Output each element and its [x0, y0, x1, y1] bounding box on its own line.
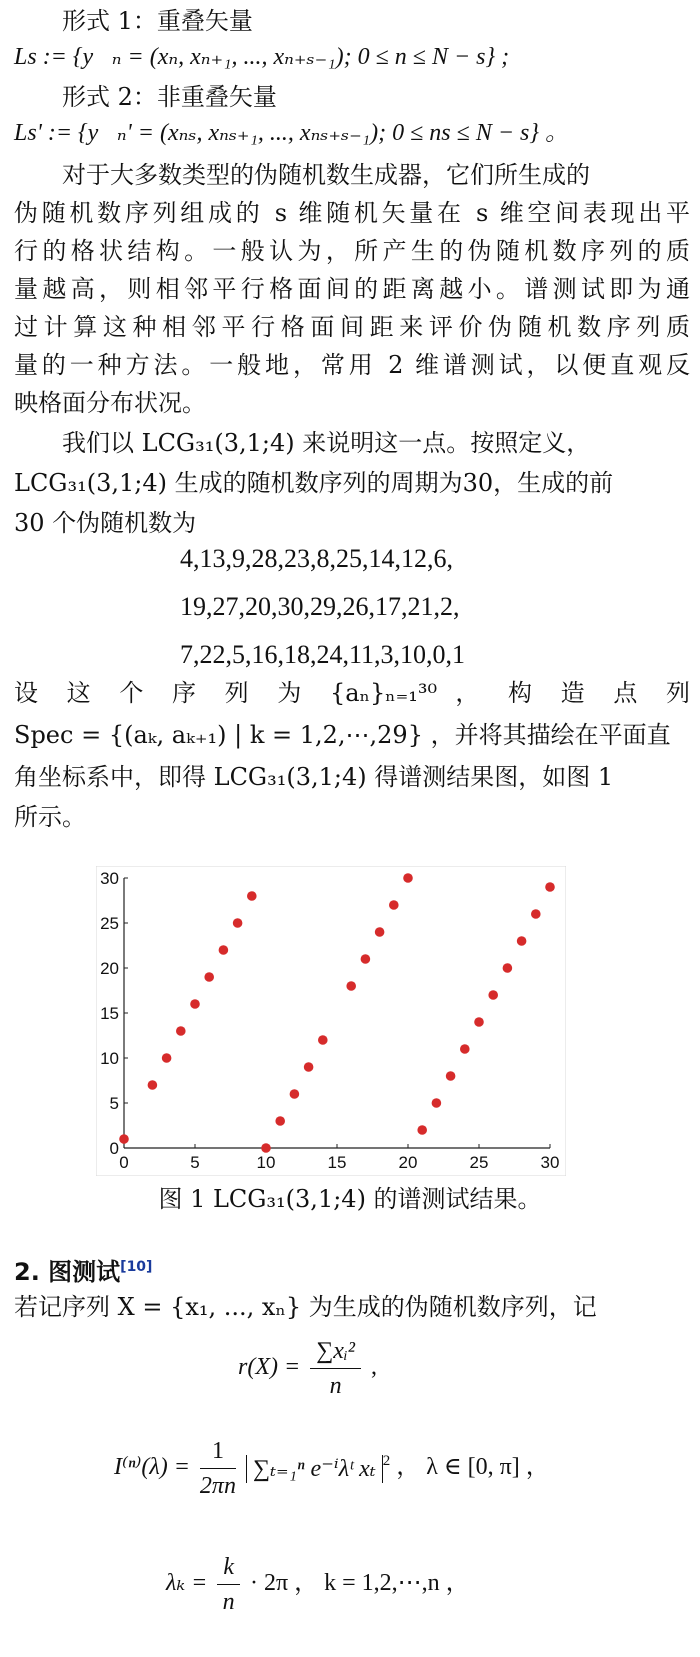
scatter-point [290, 1089, 300, 1099]
spectral-test-scatter-chart [96, 866, 566, 1176]
x-tick-label: 5 [190, 1153, 200, 1172]
eq3-left: λₖ = [166, 1570, 208, 1597]
para4-line1: 若记序列 X = {x₁, ..., xₙ} 为生成的伪随机数序列，记 [14, 1293, 597, 1321]
para3-line3: 角坐标系中，即得 LCG₃₁(3,1;4) 得谱测结果图，如图 1 [14, 763, 614, 791]
scatter-point [204, 972, 214, 982]
eq2-tail: ， λ ∈ [0, π] ， [396, 1454, 550, 1481]
x-tick-label: 0 [119, 1153, 129, 1172]
form1-title: 形式 1：重叠矢量 [62, 7, 253, 35]
scatter-point [446, 1071, 456, 1081]
scatter-point [460, 1044, 470, 1054]
para2-line3: 30 个伪随机数为 [14, 509, 197, 537]
para1-line3: 行的格状结构。一般认为，所产生的伪随机数序列的质 [14, 237, 690, 265]
scatter-point [346, 981, 356, 991]
para3-line2: Spec = {(aₖ, aₖ₊₁) | k = 1,2,⋯,29} ，并将其描绘在平面直 [14, 721, 671, 749]
figure-caption: 图 1 LCG₃₁(3,1;4) 的谱测试结果。 [158, 1185, 542, 1213]
para3-line1: 设 这 个 序 列 为 {aₙ}ₙ₌₁³⁰ ， 构 造 点 列 [14, 679, 690, 707]
scatter-point [488, 990, 498, 1000]
y-tick-label: 5 [109, 1094, 119, 1113]
section-reference[interactable]: [10] [120, 1259, 153, 1275]
para1-line5: 过计算这种相邻平行格面间距来评价伪随机数序列质 [14, 313, 690, 341]
chart-frame [96, 866, 566, 1176]
eq3-numerator: k [217, 1550, 240, 1585]
x-tick-label: 30 [540, 1153, 560, 1172]
section-heading-row [14, 1250, 690, 1289]
scatter-point [190, 999, 200, 1009]
scatter-point [403, 873, 413, 883]
x-tick-label: 10 [256, 1153, 276, 1172]
sequence-line3: 7,22,5,16,18,24,11,3,10,0,1 [180, 640, 466, 669]
eq3-fraction [217, 1550, 240, 1619]
para2-line1: 我们以 LCG₃₁(3,1;4) 来说明这一点。按照定义， [62, 429, 591, 457]
scatter-point [148, 1080, 158, 1090]
x-tick-label: 25 [469, 1153, 489, 1172]
eq2-denominator: 2πn [199, 1473, 236, 1499]
y-tick-label: 25 [100, 914, 119, 933]
equation-lambda-k [166, 1550, 690, 1619]
scatter-point [517, 936, 527, 946]
form2-title: 形式 2：非重叠矢量 [62, 83, 277, 111]
eq3-tail: · 2π ， k = 1,2,⋯,n ， [250, 1570, 470, 1597]
scatter-point [389, 900, 399, 910]
scatter-point [474, 1017, 484, 1027]
form2-formula: Ls' := {y⃗ₙ' = (xₙₛ, xₙₛ₊₁, ..., xₙₛ₊ₛ₋₁); 0 ≤ ns ≤ N − s} 。 [14, 120, 569, 146]
scatter-point [417, 1125, 427, 1135]
para1-line1: 对于大多数类型的伪随机数生成器，它们所生成的 [62, 161, 590, 189]
scatter-point [304, 1062, 314, 1072]
y-tick-label: 20 [100, 959, 119, 978]
eq2-modulus [246, 1455, 383, 1483]
para1-line2: 伪随机数序列组成的 s 维随机矢量在 s 维空间表现出平 [14, 199, 690, 227]
scatter-point [219, 945, 229, 955]
y-tick-label: 0 [109, 1139, 119, 1158]
eq3-denominator: n [222, 1589, 235, 1615]
sequence-line2: 19,27,20,30,29,26,17,21,2, [180, 592, 460, 621]
eq2-body: ∑ₜ₌₁ⁿ e⁻ⁱλᵗ xₜ [252, 1455, 376, 1482]
scatter-point [247, 891, 257, 901]
scatter-point [261, 1143, 271, 1153]
y-tick-label: 30 [100, 869, 119, 888]
x-tick-label: 20 [398, 1153, 418, 1172]
scatter-point [375, 927, 385, 937]
para1-line6: 量的一种方法。一般地，常用 2 维谱测试，以便直观反 [14, 351, 690, 379]
sequence-line1: 4,13,9,28,23,8,25,14,12,6, [180, 544, 453, 573]
eq1-numerator: ∑xᵢ² [310, 1334, 361, 1369]
para2-line2: LCG₃₁(3,1;4) 生成的随机数序列的周期为30，生成的前 [14, 469, 614, 497]
eq2-square: 2 [382, 1453, 391, 1470]
scatter-point [531, 909, 541, 919]
eq1-tail: , [370, 1354, 377, 1381]
para3-line4: 所示。 [14, 803, 86, 831]
x-tick-label: 15 [327, 1153, 347, 1172]
scatter-point [432, 1098, 442, 1108]
scatter-point [275, 1116, 285, 1126]
scatter-point [119, 1134, 129, 1144]
eq1-denominator: n [329, 1373, 342, 1399]
eq2-fraction [200, 1434, 236, 1503]
eq2-numerator: 1 [200, 1434, 236, 1469]
form1-formula: Ls := {y⃗ₙ = (xₙ, xₙ₊₁, ..., xₙ₊ₛ₋₁); 0 ≤ n ≤ N − s} ; [14, 44, 510, 70]
eq2-left: I⁽ⁿ⁾(λ) = [114, 1454, 190, 1481]
eq1-fraction [310, 1334, 361, 1403]
scatter-point [503, 963, 513, 973]
section-heading: 2. 图测试 [14, 1258, 121, 1286]
equation-periodogram [114, 1434, 690, 1503]
scatter-point [233, 918, 243, 928]
equation-r [238, 1334, 690, 1403]
y-tick-label: 15 [100, 1004, 119, 1023]
eq1-left: r(X) = [238, 1354, 301, 1381]
scatter-point [361, 954, 371, 964]
scatter-point [545, 882, 555, 892]
para1-line4: 量越高，则相邻平行格面间的距离越小。谱测试即为通 [14, 275, 690, 303]
para1-line7: 映格面分布状况。 [14, 389, 206, 417]
y-tick-label: 10 [100, 1049, 119, 1068]
scatter-point [176, 1026, 186, 1036]
scatter-point [318, 1035, 328, 1045]
scatter-point [162, 1053, 172, 1063]
